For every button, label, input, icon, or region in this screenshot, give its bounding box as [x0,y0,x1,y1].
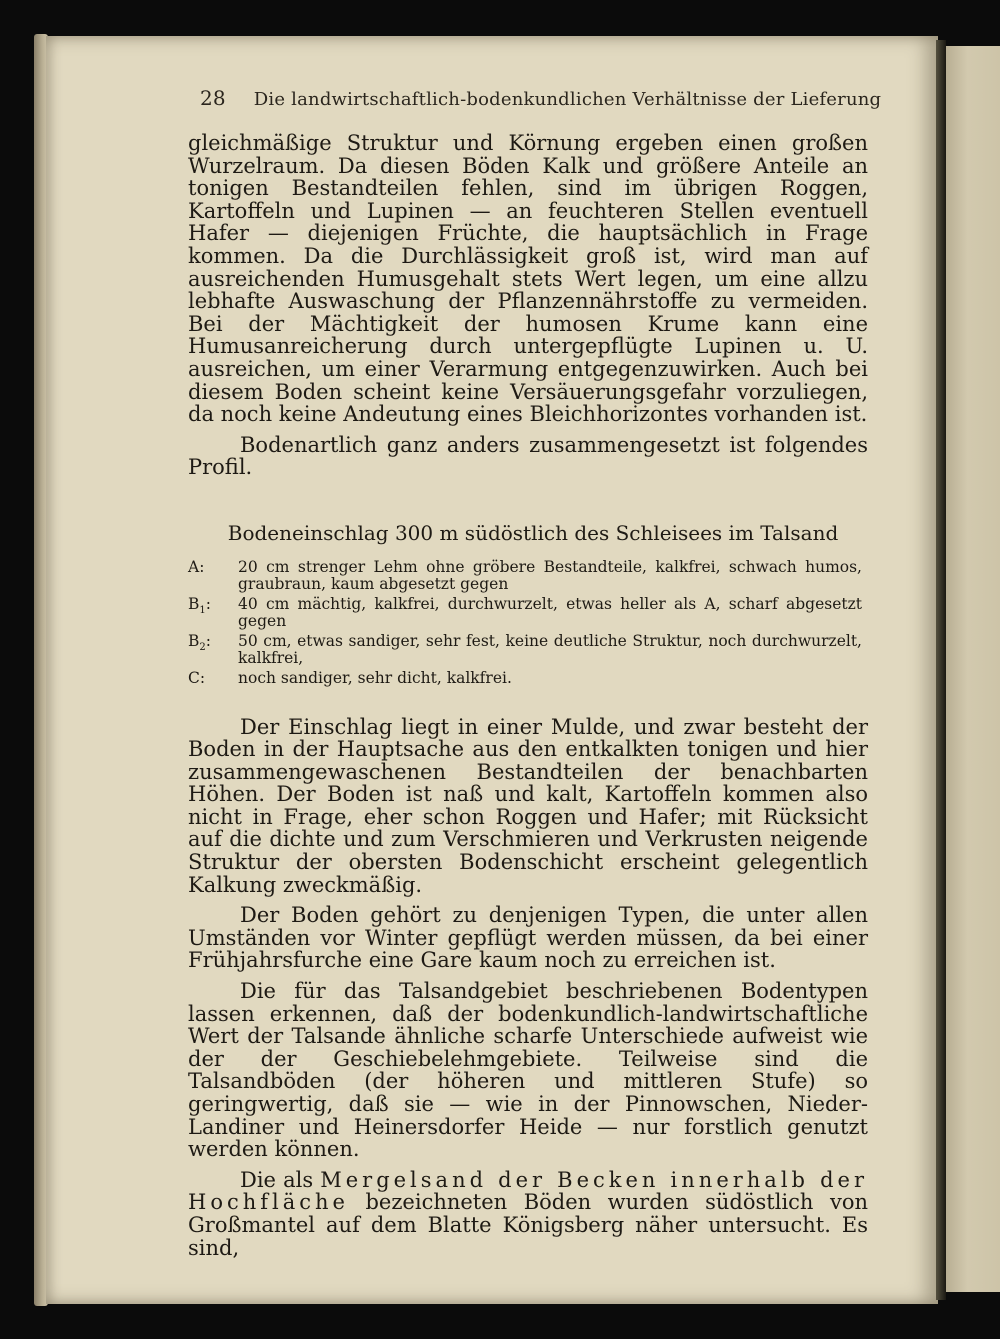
paragraph: Der Boden gehört zu denjenigen Typen, die unter allen Umständen vor Winter gepflügt werden müssen, da bei einer Frühjahrsfurche eine Gare kaum noch zu erreichen ist. [188,903,868,973]
page-content [188,86,882,1260]
paragraph-lead: Die als [240,1167,314,1192]
profile-title: Bodeneinschlag 300 m südöstlich des Schleisees im Talsand [227,520,839,545]
horizon-description: 20 cm strenger Lehm ohne gröbere Bestandteile, kalkfrei, schwach humos, graubraun, kaum abgesetzt gegen [238,557,862,594]
running-header [200,86,882,114]
horizon-description: noch sandiger, sehr dicht, kalkfrei. [238,668,512,687]
horizon-description: 40 cm mächtig, kalkfrei, durchwurzelt, etwas heller als A, scharf abgesetzt gegen [238,594,862,631]
paragraph: gleichmäßige Struktur und Körnung ergeben einen großen Wurzelraum. Da diesen Böden Kalk und größere Anteile an tonigen Bestandteilen fehlen, sind im übrigen Roggen, Kartoffeln und Lupinen — an feuchteren Stellen eventuell Hafer — diejenigen Früchte, die hauptsächlich in Frage kommen. Da die Durchlässigkeit groß ist, wird man auf ausreichenden Humusgehalt stets Wert legen, um eine allzu lebhafte Auswaschung der Pflanzennährstoffe zu vermeiden. Bei der Mächtigkeit der humosen Krume kann eine Humusanreicherung durch untergepflügte Lupinen u. U. ausreichen, um einer Verarmung entgegenzuwirken. Auch bei diesem Boden scheint keine Versäuerungsgefahr vorzuliegen, da noch keine Andeutung eines Bleichhorizontes vorhanden ist. [188,131,868,427]
horizon-label: $B_2$: [188,631,211,653]
paragraph: Bodenartlich ganz anders zusammengesetzt ist folgendes Profil. [188,432,868,480]
soil-profile-table [188,559,868,694]
horizon-label: $B_1$: [188,594,211,616]
profile-row-b1 [188,596,868,631]
profile-row-a [188,559,868,594]
profile-row-c [188,670,868,694]
next-page-edge [946,46,1000,1292]
paragraph [188,1169,868,1259]
profile-row-b2 [188,633,868,668]
book-gutter [936,40,946,1300]
horizon-description: 50 cm, etwas sandiger, sehr fest, keine deutliche Struktur, noch durchwurzelt, kalkfrei, [238,631,862,668]
paragraph-rest: bezeichneten Böden wurden südöstlich von Großmantel auf dem Blatte Königsberg näher untersucht. Es sind, [188,1190,868,1260]
spaced-term: Mergelsand der Becken innerhalb der Hochfläche [188,1167,869,1215]
paragraph: Der Einschlag liegt in einer Mulde, und zwar besteht der Boden in der Hauptsache aus den entkalkten tonigen und hier zusammengewaschenen Bestandteilen der benachbarten Höhen. Der Boden ist naß und kalt, Kartoffeln kommen also nicht in Frage, eher schon Roggen und Hafer; mit Rücksicht auf die dichte und zum Verschmieren und Verkrusten neigende Struktur der obersten Bodenschicht erscheint gelegentlich Kalkung zweckmäßig. [188,714,868,897]
running-title: Die landwirtschaftlich-bodenkundlichen Verhältnisse der Lieferung [253,89,882,110]
horizon-label: C: [188,668,206,687]
page-number: 28 [200,86,226,110]
horizon-label: A: [188,557,205,576]
paragraph: Die für das Talsandgebiet beschriebenen Bodentypen lassen erkennen, daß der bodenkundlich-landwirtschaftliche Wert der Talsande ähnliche scharfe Unterschiede aufweist wie der der Geschiebelehmgebiete. Teilweise sind die Talsandböden (der höheren und mittleren Stufe) so geringwertig, daß sie — wie in der Pinnowschen, Nieder-Landiner und Heinersdorfer Heide — nur forstlich genutzt werden können. [188,979,868,1162]
